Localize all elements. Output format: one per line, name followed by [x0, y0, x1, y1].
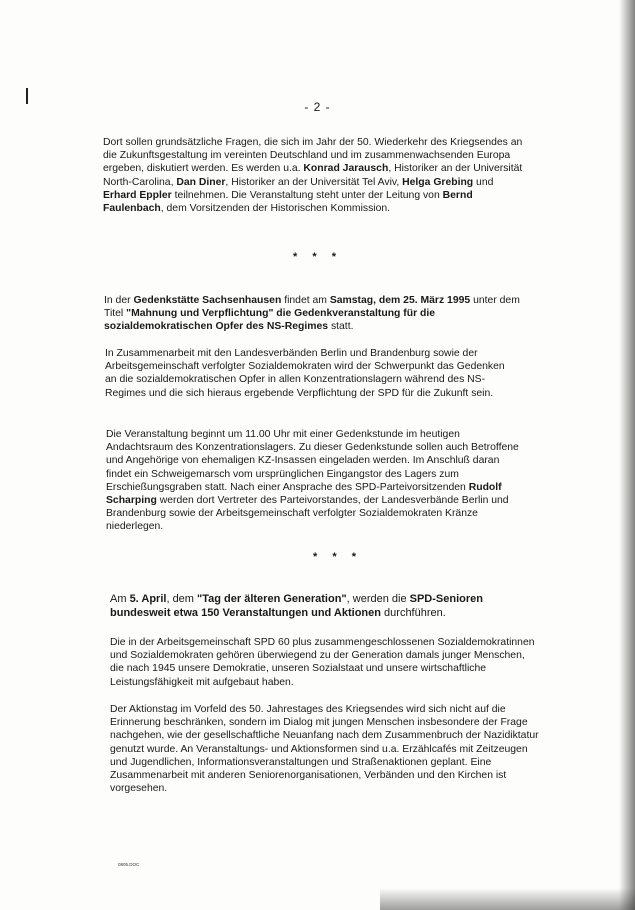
section-separator-1: * * *	[293, 251, 342, 263]
section-separator-2: * * *	[313, 551, 362, 563]
paragraph-historical-commission: Dort sollen grundsätzliche Fragen, die sich im Jahr der 50. Wiederkehr des Kriegsendes an die Zukunftsgestaltung im vereinten Deutschland und im zusammenwachsenden Europa ergeben, diskutiert werden. Es werden u.a. Konrad Jarausch, Historiker an der Universität North-Carolina, Dan Diner, Historiker an der Universität Tel Aviv, Helga Grebing und Erhard Eppler teilnehmen. Die Veranstaltung steht unter der Leitung von Bernd Faulenbach, dem Vorsitzenden der Historischen Kommission.	[103, 137, 523, 215]
scan-edge-shadow	[619, 0, 635, 910]
paragraph-senior-day: Am 5. April, dem "Tag der älteren Generation", werden die SPD-Senioren bundesweit etwa 150 Veranstaltungen und Aktionen durchführen.	[110, 593, 483, 619]
paragraph-cooperation: In Zusammenarbeit mit den Landesverbänden Berlin und Brandenburg sowie der Arbeitsgemeinschaft verfolgter Sozialdemokraten wird der Schwerpunkt das Gedenken an die sozialdemokratischen Opfer in allen Konzentrationslagern während des NS-Regimes und die sich hieraus ergebende Verpflichtung der SPD für die Zukunft sein.	[105, 348, 505, 399]
paragraph-action-day: Der Aktionstag im Vorfeld des 50. Jahrestages des Kriegsendes wird sich nicht auf die Erinnerung beschränken, sondern im Dialog mit jungen Menschen insbesondere der Frage nachgehen, wie der gesellschaftliche Neuanfang nach dem Zusammenbruch der Nazidiktatur genutzt wurde. An Veranstaltungs- und Aktionsformen sind u.a. Erzählcafés mit Zeitzeugen und Jugendlichen, Informationsveranstaltungen und Straßenaktionen geplant. Eine Zusammenarbeit mit anderen Seniorenorganisationen, Verbänden und den Kirchen ist vorgesehen.	[110, 704, 539, 795]
page-number: - 2 -	[304, 100, 331, 114]
paragraph-event-schedule: Die Veranstaltung beginnt um 11.00 Uhr mit einer Gedenkstunde im heutigen Andachtsraum des Konzentrationslagers. Zu dieser Gedenkstunde sollen auch Betroffene und Angehörige von ehemaligen KZ-Insassen eingeladen werden. Im Anschluß daran findet ein Schweigemarsch vom ursprünglichen Eingangstor des Lagers zum Erschießungsgraben statt. Nach einer Ansprache des SPD-Parteivorsitzenden Rudolf Scharping werden dort Vertreter des Parteivorstandes, der Landesverbände Berlin und Brandenburg sowie der Arbeitsgemeinschaft verfolgter Sozialdemokraten Kränze niederlegen.	[106, 429, 519, 533]
scan-bottom-shadow	[380, 888, 635, 910]
paragraph-sachsenhausen: In der Gedenkstätte Sachsenhausen findet am Samstag, dem 25. März 1995 unter dem Titel "Mahnung und Verpflichtung" die Gedenkveranstaltung für die sozialdemokratischen Opfer des NS-Regimes statt.	[104, 295, 520, 333]
footer-file-code: 0805.DOC	[118, 862, 140, 867]
paragraph-spd-60-plus: Die in der Arbeitsgemeinschaft SPD 60 plus zusammengeschlossenen Sozialdemokratinnen und Sozialdemokraten gehören überwiegend zu der Generation damals junger Menschen, die nach 1945 unsere Demokratie, unseren Sozialstaat und unsere wirtschaftliche Leistungsfähigkeit mit aufgebaut haben.	[110, 637, 535, 688]
